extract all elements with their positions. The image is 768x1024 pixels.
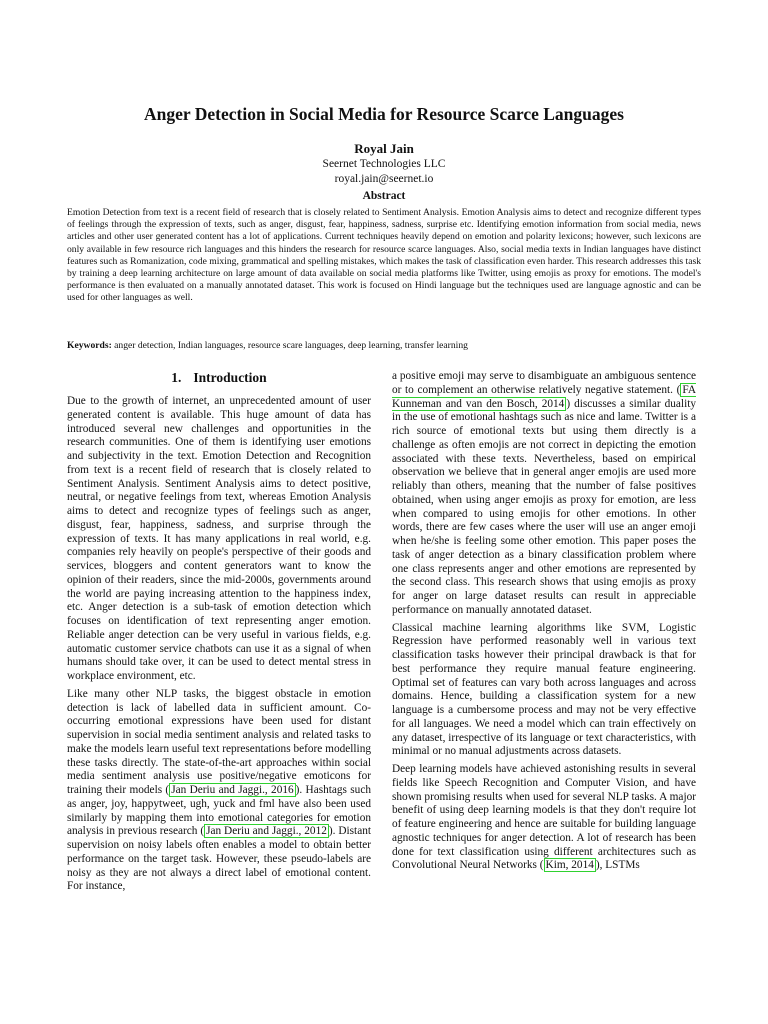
paragraph-text: ). Hashtags such as anger, joy, happytweet, ugh, yuck and fml have also been used similarly by mapping them into emotional categories for emotion analysis in previous research ( <box>67 784 371 838</box>
paragraph-text: Deep learning models have achieved astonishing results in several fields like Speech Recognition and Computer Vision, and have shown promising results when used for several NLP tasks. A major benefit of using deep learning models is that they don't require lot of feature engineering and hence are suitable for building language agnostic techniques for anger detection. A lot of research has been done for text classification using different architectures such as Convolutional Neural Networks ( <box>392 763 696 872</box>
keywords-label: Keywords: <box>67 340 112 351</box>
citation-link[interactable]: Jan Deriu and Jaggi., 2016 <box>171 784 294 796</box>
paragraph-text: a positive emoji may serve to disambiguate an ambiguous sentence or to complement an otherwise relatively negative statement. ( <box>392 370 696 396</box>
left-column <box>67 370 371 898</box>
intro-paragraph-5 <box>392 763 696 873</box>
paragraph-text: ). Distant supervision on noisy labels often enables a model to obtain better performance on the target task. However, these pseudo-labels are noisy as they are not always a direct label of emotional content. For instance, <box>67 825 371 893</box>
intro-paragraph-4: Classical machine learning algorithms like SVM, Logistic Regression have performed reasonably well in various text classification tasks however their principal drawback is that for best performance they require manual feature engineering. Optimal set of features can vary both across languages and across domains. Hence, building a classification system for a new language is a cumbersome process and may not be very effective for all languages. We need a model which can train effectively on any dataset, irrespective of its language or text characteristics, with minimal or no manual adjustments across datasets. <box>392 621 696 758</box>
right-column <box>392 370 696 877</box>
paragraph-text: ), LSTMs <box>595 859 640 872</box>
citation-link[interactable]: FA Kunneman and van den Bosch, 2014 <box>392 383 696 410</box>
keywords-text: anger detection, Indian languages, resource scare languages, deep learning, transfer learning <box>114 340 468 351</box>
abstract-heading: Abstract <box>362 190 406 202</box>
intro-paragraph-3 <box>392 370 696 618</box>
citation-link[interactable]: Jan Deriu and Jaggi., 2012 <box>206 825 327 838</box>
paper-title: Anger Detection in Social Media for Resource Scarce Languages <box>144 104 624 124</box>
section-heading <box>67 370 371 386</box>
intro-paragraph-1: Due to the growth of internet, an unprecedented amount of user generated content is available. This huge amount of data has introduced several new challenges and opportunities in the research communities. One of them is identifying user emotions and subjectivity in the text. Emotion Detection and Recognition from text is a recent field of research that is closely related to Sentiment Analysis. Sentiment Analysis aims to detect positive, neutral, or negative feelings from text, whereas Emotion Analysis aims to detect and recognize types of feelings such as anger, disgust, fear, happiness, sadness, and surprise through the expression of texts. It has many applications in real world, e.g. companies rely heavily on people's perspective of their goods and services, bloggers and content generators want to know the opinion of their readers, since the mid-2000s, governments around the world are paying increasing attention to the happiness index, etc. Anger detection is a sub-task of emotion detection which focuses on identification of text representing anger emotion. Reliable anger detection can be very useful in various fields, e.g. automatic customer service chatbots can use it as a signal of when humans should take over, it can be used to detect mental stress in workplace environment, etc. <box>67 395 371 682</box>
abstract-text: Emotion Detection from text is a recent field of research that is closely related to Sentiment Analysis. Emotion Analysis aims to detect and recognize different types of feelings through the expression of texts, such as anger, disgust, fear, happiness, sadness, surprise etc. Identifying emotion information from social media, news articles and other user generated content has a lot of applications. Current techniques heavily depend on emotion and polarity lexicons; however, such lexicons are only available in few resource rich languages and this hinders the research for resource scarce languages. Also, social media texts in Indian languages have distinct features such as Romanization, code mixing, grammatical and spelling mistakes, which makes the task of classification even harder. This research addresses this task by training a deep learning architecture on large amount of data available on social media platforms like Twitter, using emojis as proxy for emotions. The model's performance is then evaluated on a manually annotated dataset. This work is focused on Hindi language but the techniques used are language agnostic and can be used for other languages as well. <box>67 207 701 304</box>
author-affiliation-block <box>0 157 768 187</box>
paragraph-text: Like many other NLP tasks, the biggest obstacle in emotion detection is lack of labelled data in sufficient amount. Co-occurring emotional expressions have been used for distant supervision in social media sentiment analysis and related tasks to make the models learn useful text representations before modelling these tasks directly. The state-of-the-art approaches within social media sentiment analysis use positive/negative emoticons for training their models ( <box>67 687 371 796</box>
section-title: Introduction <box>193 370 267 385</box>
keywords-line <box>67 340 701 351</box>
paragraph-text: ) discusses a similar duality in the use of emotional hashtags such as nice and lame. Twitter is a rich source of emotional texts but using them directly is a challenge as often emojis are not correct in depicting the emotion associated with these texts. Nevertheless, based on empirical observation we believe that in general anger emojis are used more reliably than others, meaning that the number of false positives obtained, when using anger emojis as proxy for emotion, are less when compared to using emojis for other emotions. In other words, there are few cases where the user will use an anger emoji when he/she is feeling some other emotion. This paper poses the task of anger detection as a binary classification problem where one class represents anger and other emotions are represented by the second class. This research shows that using emojis as proxy for anger on large dataset results can result in appreciable performance on manually annotated dataset. <box>392 397 696 616</box>
section-number: 1. <box>171 370 182 385</box>
author-email: royal.jain@seernet.io <box>334 173 434 185</box>
author-name: Royal Jain <box>354 141 414 156</box>
intro-paragraph-2 <box>67 688 371 894</box>
citation-link[interactable]: Kim, 2014 <box>545 859 594 872</box>
affiliation: Seernet Technologies LLC <box>322 158 446 170</box>
